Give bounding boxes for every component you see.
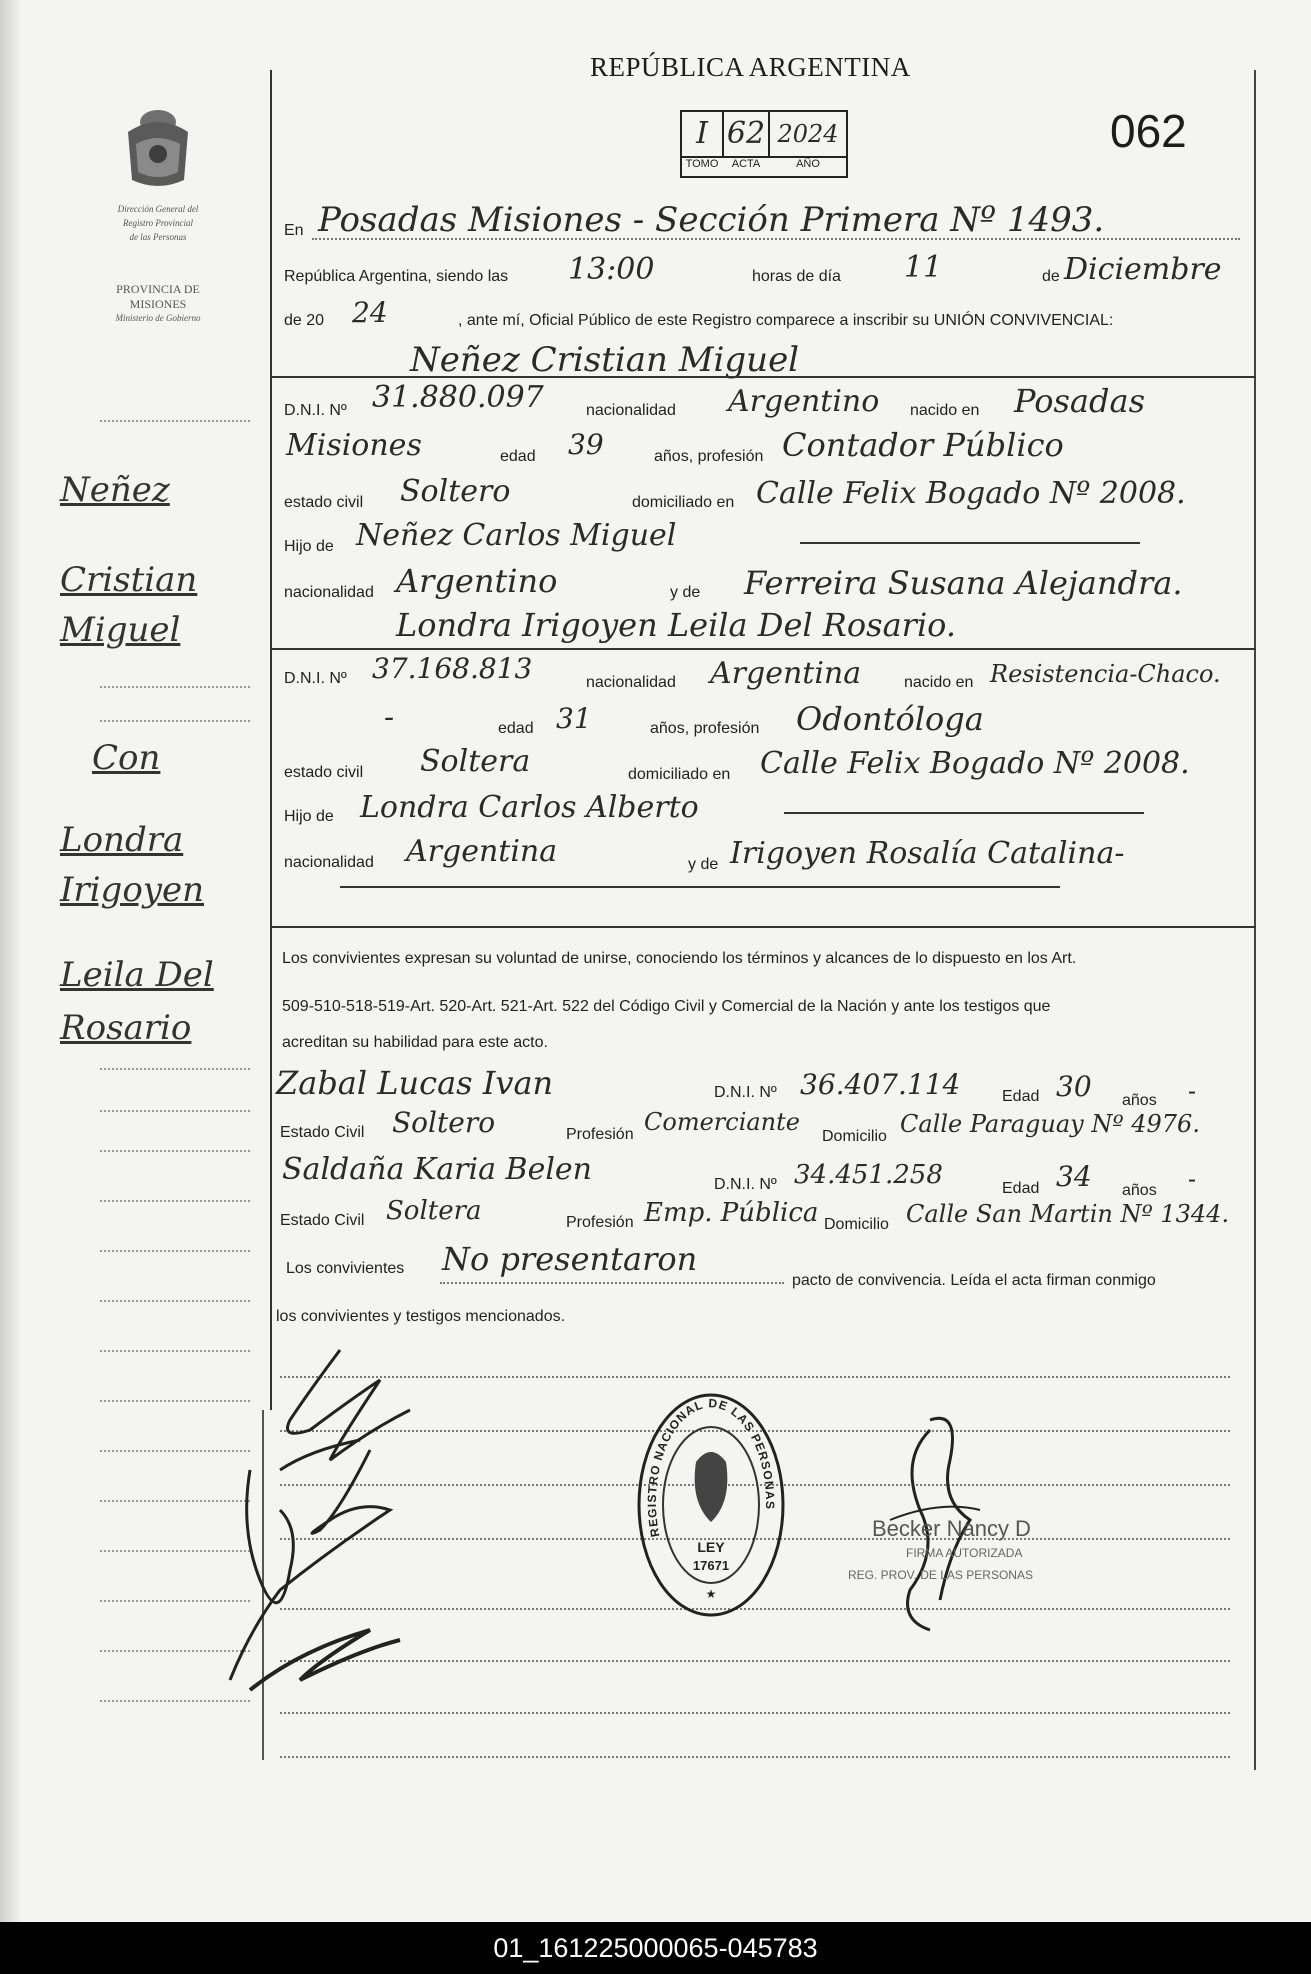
w1-anos-label: años [1122, 1092, 1157, 1109]
p2-nac2-label: nacionalidad [284, 854, 374, 871]
registro-nacional-seal [636, 1392, 786, 1618]
margin-note-6: Irigoyen [60, 870, 205, 910]
margin-dotline [100, 1200, 250, 1202]
p2-nacido-label: nacido en [904, 674, 974, 691]
republica-label: República Argentina, siendo las [284, 268, 509, 285]
tomo-label: TOMO [685, 158, 719, 170]
country-title: REPÚBLICA ARGENTINA [590, 52, 911, 82]
signature-line [280, 1756, 1230, 1758]
margin-note-5: Londra [60, 820, 184, 860]
acta-value: 62 [726, 116, 766, 151]
person1-fullname: Neñez Cristian Miguel [410, 340, 800, 380]
p2-dni: 37.168.813 [372, 652, 533, 685]
p1-partner-name: Londra Irigoyen Leila Del Rosario. [396, 606, 957, 644]
p1-nacionalidad: Argentino [728, 384, 880, 419]
p2-yde-label: y de [688, 856, 719, 873]
w2-dom-label: Domicilio [824, 1216, 889, 1233]
p1-hijo-label: Hijo de [284, 538, 334, 555]
w2-estado-label: Estado Civil [280, 1212, 365, 1229]
province-logo [118, 92, 198, 192]
p2-birthplace1: Resistencia-Chaco. [990, 660, 1221, 688]
w1-dni-label: D.N.I. Nº [714, 1084, 777, 1101]
p2-anos-prof-label: años, profesión [650, 720, 760, 737]
p1-nac2-label: nacionalidad [284, 584, 374, 601]
tomo-value: I [696, 116, 708, 151]
statement-line-1: Los convivientes expresan su voluntad de unirse, conociendo los términos y alcances de lo dispuesto en los Art. [282, 950, 1077, 967]
p2-nac-padre: Argentina [406, 834, 558, 869]
w2-name: Saldaña Karia Belen [282, 1152, 592, 1187]
p2-estado-label: estado civil [284, 764, 364, 781]
p2-dni-label: D.N.I. Nº [284, 670, 347, 687]
p1-dni: 31.880.097 [372, 380, 544, 415]
margin-dotline [100, 1110, 250, 1112]
logo-line-6: Ministerio de Gobierno [115, 313, 201, 323]
p2-birthplace2: - [384, 700, 395, 735]
margin-dotline [100, 1068, 250, 1070]
margin-dotline [100, 1300, 250, 1302]
p1-birthplace1: Posadas [1014, 382, 1145, 420]
p1-estado-label: estado civil [284, 494, 364, 511]
margin-note-3: Miguel [60, 610, 181, 650]
p1-profesion: Contador Público [782, 426, 1064, 464]
w2-edad-label: Edad [1002, 1180, 1040, 1197]
margin-rule [270, 70, 272, 1410]
p1-nac-padre: Argentino [396, 562, 558, 600]
official-stamp-line2: FIRMA AUTORIZADA [906, 1546, 1023, 1560]
conv-label: Los convivientes [286, 1260, 405, 1277]
w2-anos-label: años [1122, 1182, 1157, 1199]
w2-edad: 34 [1056, 1160, 1092, 1193]
seal-graphic [636, 1392, 786, 1618]
p2-madre: Irigoyen Rosalía Catalina- [730, 836, 1125, 871]
w2-domicilio: Calle San Martin Nº 1344. [906, 1200, 1230, 1228]
p1-nacido-label: nacido en [910, 402, 980, 419]
p2-blank-line [340, 886, 1060, 888]
logo-line-3: de las Personas [129, 232, 187, 242]
sun-emblem-icon [695, 1452, 728, 1522]
w2-dni-label: D.N.I. Nº [714, 1176, 777, 1193]
footer-code-bar [0, 1922, 1311, 1974]
margin-note-1: Neñez [60, 470, 170, 510]
right-rule [1254, 70, 1256, 1770]
page-binding-shadow [0, 0, 22, 1922]
p1-domic-label: domiciliado en [632, 494, 735, 511]
box-acta [722, 110, 770, 158]
anio-value: 2024 [777, 120, 839, 148]
w1-estado-label: Estado Civil [280, 1124, 365, 1141]
logo-line-1: Dirección General del [117, 204, 199, 214]
seal-star-icon: ★ [705, 1587, 717, 1601]
p2-padre: Londra Carlos Alberto [360, 790, 699, 825]
year-suffix: 24 [352, 296, 388, 329]
place-dotline [312, 238, 1240, 240]
en-label: En [284, 222, 304, 239]
seal-ring-text: REGISTRO NACIONAL DE LAS PERSONAS [644, 1396, 778, 1539]
official-stamp-line3: REG. PROV. DE LAS PERSONAS [848, 1568, 1033, 1582]
w1-name: Zabal Lucas Ivan [276, 1064, 554, 1102]
margin-dotline [100, 686, 250, 688]
logo-line-5: MISIONES [129, 297, 187, 311]
p1-domicilio: Calle Felix Bogado Nº 2008. [756, 476, 1186, 511]
margin-dotline [100, 1250, 250, 1252]
p2-domic-label: domiciliado en [628, 766, 731, 783]
p2-edad-label: edad [498, 720, 534, 737]
margin-dotline [100, 1700, 250, 1702]
closing-line-2: los convivientes y testigos mencionados. [276, 1308, 566, 1325]
w1-domicilio: Calle Paraguay Nº 4976. [900, 1110, 1200, 1138]
ante-label: , ante mí, Oficial Público de este Registro comparece a inscribir su UNIÓN CONVIVENCIAL: [458, 312, 1114, 329]
w2-dash: - [1188, 1166, 1196, 1193]
p2-domicilio: Calle Felix Bogado Nº 2008. [760, 746, 1190, 781]
signature-scribble-1 [280, 1350, 410, 1470]
w2-prof-label: Profesión [566, 1214, 634, 1231]
divider-person1 [270, 376, 1256, 378]
seal-center-1: LEY [697, 1539, 725, 1555]
p2-nac-label: nacionalidad [586, 674, 676, 691]
signature-line [280, 1712, 1230, 1714]
coat-of-arms-icon [118, 92, 198, 192]
margin-dotline [100, 1150, 250, 1152]
de-label: de [1042, 268, 1060, 285]
w1-edad: 30 [1056, 1070, 1092, 1103]
w1-dni: 36.407.114 [800, 1068, 961, 1101]
w2-dni: 34.451.258 [794, 1160, 943, 1190]
p1-anos-prof-label: años, profesión [654, 448, 764, 465]
anio-label: AÑO [796, 158, 820, 170]
w1-profesion: Comerciante [644, 1108, 800, 1136]
year-prefix: de 20 [284, 312, 325, 329]
w1-prof-label: Profesión [566, 1126, 634, 1143]
w2-profesion: Emp. Pública [644, 1198, 819, 1228]
p1-yde-label: y de [670, 584, 701, 601]
month-field: Diciembre [1064, 252, 1222, 287]
pacto-rest: pacto de convivencia. Leída el acta firman conmigo [792, 1272, 1156, 1289]
page-number: 062 [1110, 105, 1187, 157]
p2-estado: Soltera [420, 744, 531, 779]
w1-estado: Soltero [392, 1106, 496, 1139]
p2-edad: 31 [556, 702, 592, 735]
w2-estado: Soltera [386, 1196, 482, 1226]
signature-scribble-3 [250, 1630, 400, 1690]
p1-estado: Soltero [400, 474, 511, 509]
box-anio [768, 110, 848, 158]
pacto-answer: No presentaron [442, 1240, 698, 1278]
p1-nac-label: nacionalidad [586, 402, 676, 419]
p1-padre-dash [800, 542, 1140, 544]
w1-edad-label: Edad [1002, 1088, 1040, 1105]
day-field: 11 [904, 250, 943, 285]
margin-note-7: Leila Del [60, 955, 214, 995]
time-field: 13:00 [568, 252, 655, 287]
margin-note-8: Rosario [60, 1008, 192, 1048]
w1-dom-label: Domicilio [822, 1128, 887, 1145]
margin-dotline [100, 420, 250, 422]
divider-statement [270, 926, 1256, 928]
footer-code: 01_161225000065-045783 [493, 1933, 818, 1963]
p1-padre: Neñez Carlos Miguel [356, 518, 677, 553]
logo-line-4: PROVINCIA DE [116, 282, 200, 296]
p1-dni-label: D.N.I. Nº [284, 402, 347, 419]
p2-hijo-label: Hijo de [284, 808, 334, 825]
horas-label: horas de día [752, 268, 841, 285]
acta-label: ACTA [731, 158, 761, 170]
margin-note-4: Con [92, 738, 161, 778]
box-tomo [680, 110, 724, 158]
p1-edad: 39 [568, 428, 604, 461]
margin-note-2: Cristian [60, 560, 198, 600]
convivientes-signatures [220, 1330, 450, 1700]
p1-madre: Ferreira Susana Alejandra. [744, 564, 1183, 602]
logo-line-2: Registro Provincial [122, 218, 194, 228]
pacto-dotline [440, 1282, 784, 1284]
p1-birthplace2: Misiones [286, 428, 422, 463]
p2-nacionalidad: Argentina [710, 656, 862, 691]
divider-person2 [270, 648, 1256, 650]
margin-dotline [100, 720, 250, 722]
p2-padre-dash [784, 812, 1144, 814]
statement-line-3: acreditan su habilidad para este acto. [282, 1034, 548, 1051]
place-field: Posadas Misiones - Sección Primera Nº 1493. [318, 200, 1105, 240]
w1-dash: - [1188, 1078, 1196, 1105]
signature-scribble-2 [230, 1450, 390, 1680]
official-stamp-name: Becker Nancy D [872, 1516, 1031, 1541]
p2-profesion: Odontóloga [796, 700, 984, 738]
statement-line-2: 509-510-518-519-Art. 520-Art. 521-Art. 522 del Código Civil y Comercial de la Nación y ante los testigos que [282, 998, 1051, 1015]
p1-edad-label: edad [500, 448, 536, 465]
seal-center-2: 17671 [692, 1558, 730, 1573]
